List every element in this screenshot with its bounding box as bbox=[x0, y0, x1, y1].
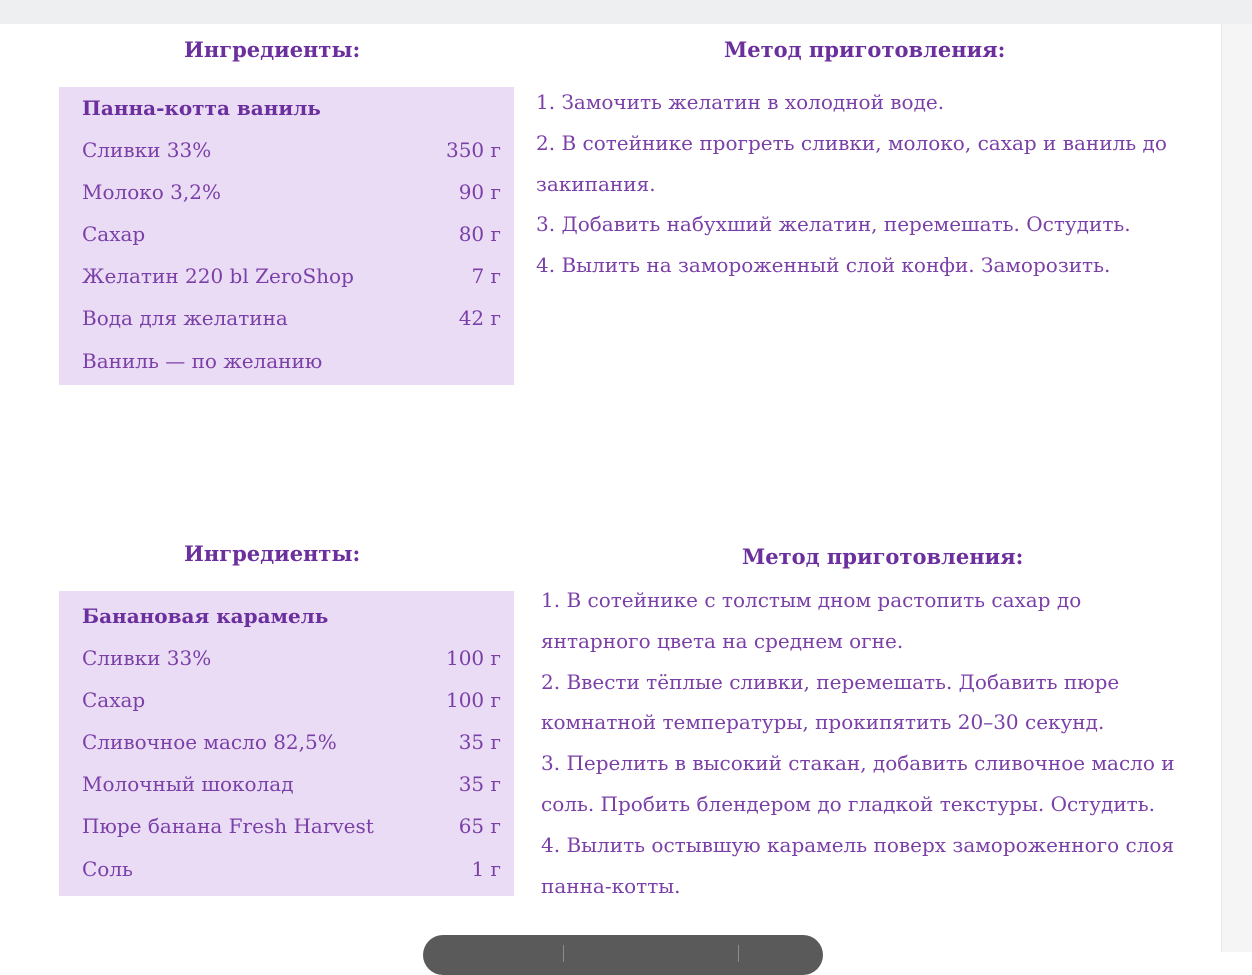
ingredient-qty: 7 г bbox=[471, 264, 501, 288]
recipe-title: Банановая карамель bbox=[82, 604, 329, 628]
ingredient-name: Вода для желатина bbox=[82, 306, 288, 330]
ingredients-box bbox=[59, 591, 514, 896]
method-step: 2. Ввести тёплые сливки, перемешать. Добавить пюре комнатной температуры, прокипятить 20–30 секунд. bbox=[541, 669, 1120, 735]
ingredient-name: Молоко 3,2% bbox=[82, 180, 221, 204]
browser-top-bar bbox=[0, 0, 1252, 24]
ingredients-box bbox=[59, 87, 514, 385]
ingredient-row bbox=[82, 644, 501, 672]
method-steps bbox=[536, 82, 1186, 286]
ingredient-name: Сливки 33% bbox=[82, 138, 212, 162]
ingredient-qty: 90 г bbox=[458, 180, 501, 204]
ingredient-qty: 35 г bbox=[458, 730, 501, 754]
floating-toolbar[interactable] bbox=[423, 935, 823, 975]
ingredient-row bbox=[82, 262, 501, 290]
ingredient-row bbox=[82, 855, 501, 883]
ingredients-heading: Ингредиенты: bbox=[184, 541, 361, 566]
ingredient-row bbox=[82, 136, 501, 164]
ingredient-name: Ваниль — по желанию bbox=[82, 349, 323, 373]
ingredient-row bbox=[82, 178, 501, 206]
toolbar-divider bbox=[563, 945, 564, 962]
ingredient-row bbox=[82, 812, 501, 840]
ingredient-row bbox=[82, 770, 501, 798]
toolbar-divider bbox=[738, 945, 739, 962]
ingredient-qty: 100 г bbox=[445, 688, 501, 712]
ingredient-name: Желатин 220 bl ZeroShop bbox=[82, 264, 354, 288]
ingredient-qty: 100 г bbox=[445, 646, 501, 670]
ingredient-name: Молочный шоколад bbox=[82, 772, 294, 796]
method-heading: Метод приготовления: bbox=[742, 544, 1024, 569]
method-step: 3. Добавить набухший желатин, перемешать. Остудить. bbox=[536, 212, 1131, 237]
ingredients-heading: Ингредиенты: bbox=[184, 37, 361, 62]
ingredient-row bbox=[82, 220, 501, 248]
method-step: 4. Вылить на замороженный слой конфи. Заморозить. bbox=[536, 253, 1111, 278]
method-step: 3. Перелить в высокий стакан, добавить сливочное масло и соль. Пробить блендером до гладкой текстуры. Остудить. bbox=[541, 751, 1175, 816]
method-step: 2. В сотейнике прогреть сливки, молоко, сахар и ваниль до закипания. bbox=[536, 130, 1167, 196]
ingredient-qty: 80 г bbox=[458, 222, 501, 246]
ingredient-qty: 65 г bbox=[458, 814, 501, 838]
recipe-title: Панна-котта ваниль bbox=[82, 96, 321, 120]
scrollbar-track[interactable] bbox=[1221, 24, 1252, 952]
ingredient-row bbox=[82, 728, 501, 756]
ingredient-name: Сахар bbox=[82, 688, 146, 712]
ingredient-name: Сахар bbox=[82, 222, 146, 246]
ingredient-qty: 1 г bbox=[471, 857, 501, 881]
ingredient-row bbox=[82, 304, 501, 332]
method-steps bbox=[541, 580, 1186, 906]
ingredient-qty: 350 г bbox=[445, 138, 501, 162]
ingredient-row bbox=[82, 347, 501, 375]
ingredient-qty: 35 г bbox=[458, 772, 501, 796]
ingredient-row bbox=[82, 686, 501, 714]
ingredient-name: Пюре банана Fresh Harvest bbox=[82, 814, 374, 838]
method-step: 4. Вылить остывшую карамель поверх замороженного слоя панна-котты. bbox=[541, 832, 1175, 898]
method-step: 1. В сотейнике с толстым дном растопить сахар до янтарного цвета на среднем огне. bbox=[541, 588, 1082, 653]
ingredient-qty: 42 г bbox=[458, 306, 501, 330]
ingredient-name: Сливочное масло 82,5% bbox=[82, 730, 337, 754]
ingredient-name: Соль bbox=[82, 857, 133, 881]
ingredient-name: Сливки 33% bbox=[82, 646, 212, 670]
method-heading: Метод приготовления: bbox=[724, 37, 1006, 62]
method-step: 1. Замочить желатин в холодной воде. bbox=[536, 90, 945, 114]
